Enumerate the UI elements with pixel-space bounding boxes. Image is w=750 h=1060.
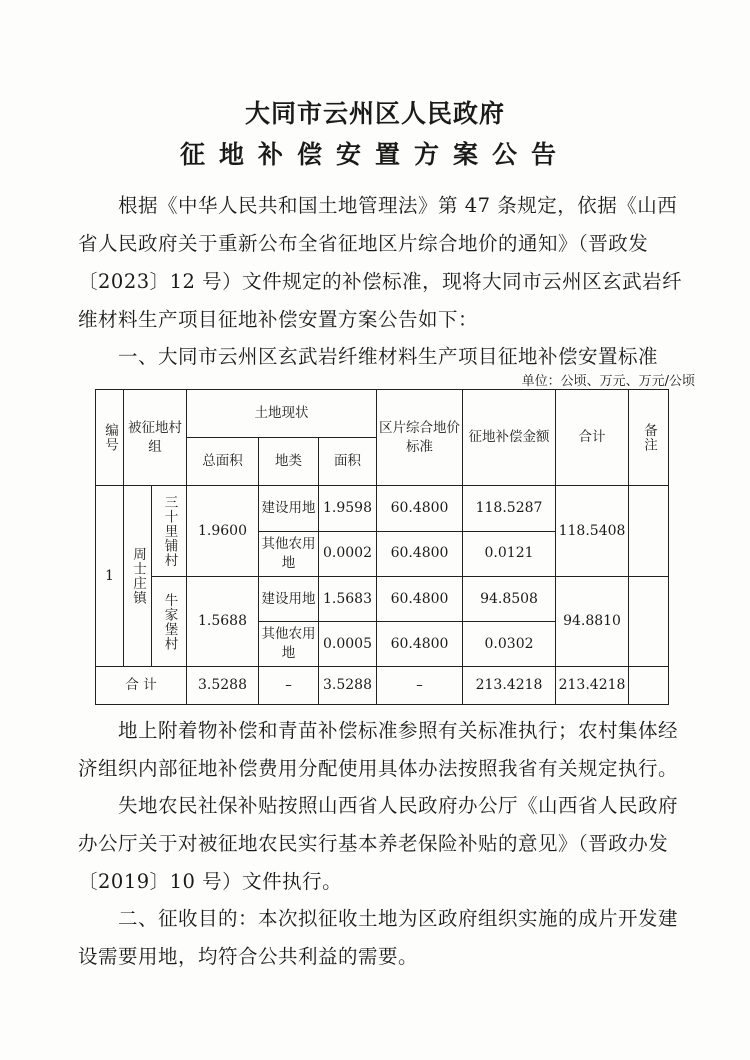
total-subtotal: 213.4218: [556, 667, 629, 705]
header-village: 被征地村组: [124, 390, 187, 486]
row-number: 1: [96, 486, 124, 667]
remark-cell: [629, 577, 669, 667]
total-label: 合 计: [96, 667, 187, 705]
land-type-cell: 建设用地: [259, 486, 319, 532]
header-land-type: 地类: [259, 438, 319, 486]
village-total-area: 1.9600: [187, 486, 259, 577]
total-amount: 213.4218: [463, 667, 556, 705]
land-type-cell: 其他农用地: [259, 531, 319, 577]
title-line-2: 征地补偿安置方案公告: [179, 140, 570, 169]
compensation-table: [95, 389, 669, 705]
price-cell: 60.4800: [377, 486, 463, 532]
section-1-heading: 一、大同市云州区玄武岩纤维材料生产项目征地补偿安置标准: [118, 345, 659, 368]
village-subtotal: 94.8810: [556, 577, 629, 667]
header-land-status: 土地现状: [187, 390, 377, 438]
amount-cell: 0.0302: [463, 622, 556, 667]
village-cell: 三十里铺村: [152, 486, 187, 577]
remark-cell: [629, 486, 669, 577]
section-2-paragraph: 二、征收目的：本次拟征收土地为区政府组织实施的成片开发建设需要用地，均符合公共利益的需要。: [78, 907, 679, 968]
town-cell: 周士庄镇: [124, 486, 152, 667]
total-area: 3.5288: [187, 667, 259, 705]
header-total-area: 总面积: [187, 438, 259, 486]
header-area: 面积: [319, 438, 377, 486]
area-cell: 0.0005: [319, 622, 377, 667]
header-subtotal: 合计: [556, 390, 629, 486]
land-type-cell: 建设用地: [259, 577, 319, 622]
land-type-cell: 其他农用地: [259, 622, 319, 667]
amount-cell: 0.0121: [463, 531, 556, 577]
unit-note: 单位：公顷、万元、万元/公顷: [521, 374, 695, 389]
price-cell: 60.4800: [377, 531, 463, 577]
social-security-paragraph: 失地农民社保补贴按照山西省人民政府办公厅《山西省人民政府办公厅关于对被征地农民实行基本养老保险补贴的意见》（晋政办发〔2019〕10 号）文件执行。: [78, 794, 679, 893]
village-total-area: 1.5688: [187, 577, 259, 667]
total-area-sum: 3.5288: [319, 667, 377, 705]
village-subtotal: 118.5408: [556, 486, 629, 577]
header-no: 编号: [96, 390, 124, 486]
header-remark: 备注: [629, 390, 669, 486]
area-cell: 0.0002: [319, 531, 377, 577]
header-price-standard: 区片综合地价标准: [377, 390, 463, 486]
header-comp-amount: 征地补偿金额: [463, 390, 556, 486]
total-price: –: [377, 667, 463, 705]
amount-cell: 94.8508: [463, 577, 556, 622]
intro-paragraph: 根据《中华人民共和国土地管理法》第 47 条规定，依据《山西省人民政府关于重新公布全省征地区片综合地价的通知》（晋政发〔2023〕12 号）文件规定的补偿标准，现将大同市云州区玄武岩纤维材料生产项目征地补偿安置方案公告如下：: [78, 194, 683, 331]
attachments-paragraph: 地上附着物补偿和青苗补偿标准参照有关标准执行；农村集体经济组织内部征地补偿费用分配使用具体办法按照我省有关规定执行。: [78, 719, 679, 780]
amount-cell: 118.5287: [463, 486, 556, 532]
area-cell: 1.9598: [319, 486, 377, 532]
village-cell: 牛家堡村: [152, 577, 187, 667]
title-line-1: 大同市云州区人民政府: [244, 99, 505, 128]
total-remark: [629, 667, 669, 705]
price-cell: 60.4800: [377, 577, 463, 622]
total-land-type: –: [259, 667, 319, 705]
area-cell: 1.5683: [319, 577, 377, 622]
price-cell: 60.4800: [377, 622, 463, 667]
